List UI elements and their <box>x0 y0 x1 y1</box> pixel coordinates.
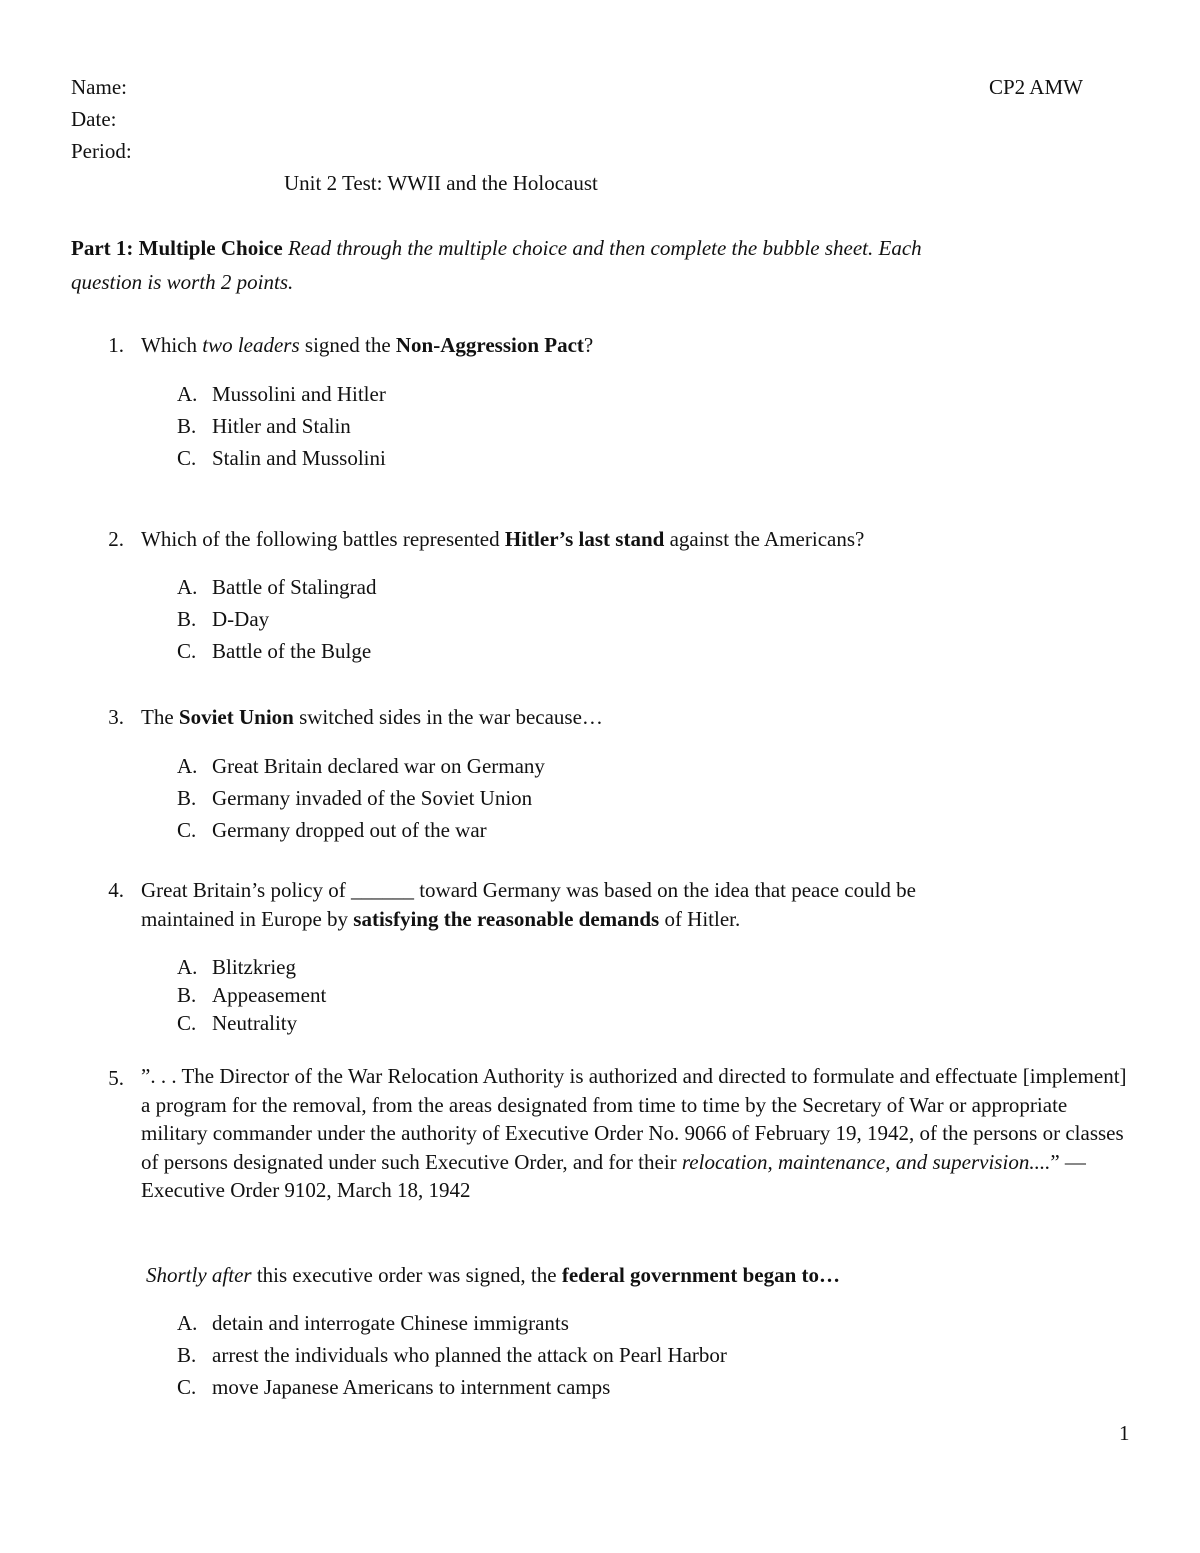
question-text-part: satisfying the reasonable demands <box>353 907 660 931</box>
question-4-line1: Great Britain’s policy of ______ toward Germany was based on the idea that peace could be <box>141 878 917 902</box>
question-text-part: maintained in Europe by <box>141 907 354 931</box>
question-text-part: ” — Executive Order 9102, March 18, 1942 <box>141 1149 1086 1202</box>
option-text: Stalin and Mussolini <box>212 446 386 470</box>
part1-heading: Part 1: Multiple Choice <box>71 236 283 260</box>
question-text-part: switched sides in the war because… <box>293 705 603 729</box>
option-letter: C. <box>177 1375 197 1399</box>
question-number: 2. <box>108 527 124 551</box>
date-label: Date: <box>71 107 117 131</box>
question-text-part: against the Americans? <box>664 527 865 551</box>
name-label: Name: <box>71 75 127 99</box>
option-letter: A. <box>177 754 198 778</box>
question-text-part: ”. . . The Director of the War Relocation Authority is authorized and directed to formulate and effectuate [implement] a program for the removal, from the areas designated from time to time by the Secretary of War or appropriate military commander under the authority of Executive Order No. 9066 of February 19, 1942, of the persons or classes of persons designated under such Executive Order, and for their <box>141 1064 1127 1174</box>
page-number: 1 <box>1119 1421 1130 1445</box>
option-letter: B. <box>177 983 197 1007</box>
option-text: Germany invaded of the Soviet Union <box>212 786 533 810</box>
question-text-part: relocation, maintenance, and supervision.... <box>681 1149 1051 1174</box>
option-letter: C. <box>177 818 197 842</box>
option-text: Battle of Stalingrad <box>212 575 377 599</box>
option-text: Germany dropped out of the war <box>212 818 487 842</box>
option-text: Great Britain declared war on Germany <box>212 754 545 778</box>
question-5-quote <box>141 1062 1136 1205</box>
option-letter: A. <box>177 575 198 599</box>
option-letter: B. <box>177 414 197 438</box>
option-text: detain and interrogate Chinese immigrants <box>212 1311 569 1335</box>
test-title: Unit 2 Test: WWII and the Holocaust <box>284 171 598 195</box>
question-text-part: Soviet Union <box>178 705 294 729</box>
question-text-part: ? <box>583 333 594 357</box>
period-label: Period: <box>71 139 132 163</box>
option-text: D-Day <box>212 607 270 631</box>
option-letter: B. <box>177 1343 197 1367</box>
question-text-part: of Hitler. <box>659 907 741 931</box>
option-text: Neutrality <box>212 1011 298 1035</box>
option-text: arrest the individuals who planned the attack on Pearl Harbor <box>212 1343 727 1367</box>
option-letter: C. <box>177 1011 197 1035</box>
question-text-part: Non-Aggression Pact <box>395 333 584 357</box>
option-letter: A. <box>177 955 198 979</box>
question-number: 5. <box>108 1066 124 1090</box>
part1-intro <box>71 232 922 264</box>
question-1-text <box>141 329 593 361</box>
question-5-prompt <box>146 1259 840 1291</box>
question-text-part: signed the <box>299 333 396 357</box>
question-text-part: federal government began to… <box>561 1263 841 1287</box>
question-text-part: Hitler’s last stand <box>504 527 665 551</box>
part1-instructions-line2: question is worth 2 points. <box>71 270 294 294</box>
option-text: Hitler and Stalin <box>212 414 351 438</box>
option-text: move Japanese Americans to internment camps <box>212 1375 611 1399</box>
course-code: CP2 AMW <box>989 75 1083 99</box>
question-number: 3. <box>108 705 124 729</box>
question-2-text <box>141 523 864 555</box>
option-text: Blitzkrieg <box>212 955 296 979</box>
question-text-part: Which of the following battles represented <box>141 527 505 551</box>
option-letter: B. <box>177 607 197 631</box>
question-text-part: Which <box>141 333 203 357</box>
option-letter: C. <box>177 446 197 470</box>
question-4-line2 <box>141 903 740 935</box>
option-letter: A. <box>177 1311 198 1335</box>
question-number: 4. <box>108 878 124 902</box>
option-letter: C. <box>177 639 197 663</box>
question-number: 1. <box>108 333 124 357</box>
question-text-part: this executive order was signed, the <box>251 1263 562 1287</box>
option-text: Mussolini and Hitler <box>212 382 386 406</box>
option-text: Battle of the Bulge <box>212 639 372 663</box>
option-letter: B. <box>177 786 197 810</box>
option-text: Appeasement <box>212 983 327 1007</box>
question-text-part: Shortly after <box>146 1263 252 1287</box>
question-3-text <box>141 701 603 733</box>
option-letter: A. <box>177 382 198 406</box>
question-text-part: The <box>141 705 179 729</box>
question-text-part: two leaders <box>202 333 300 357</box>
part1-instructions-line1: Read through the multiple choice and then complete the bubble sheet. Each <box>287 236 922 260</box>
